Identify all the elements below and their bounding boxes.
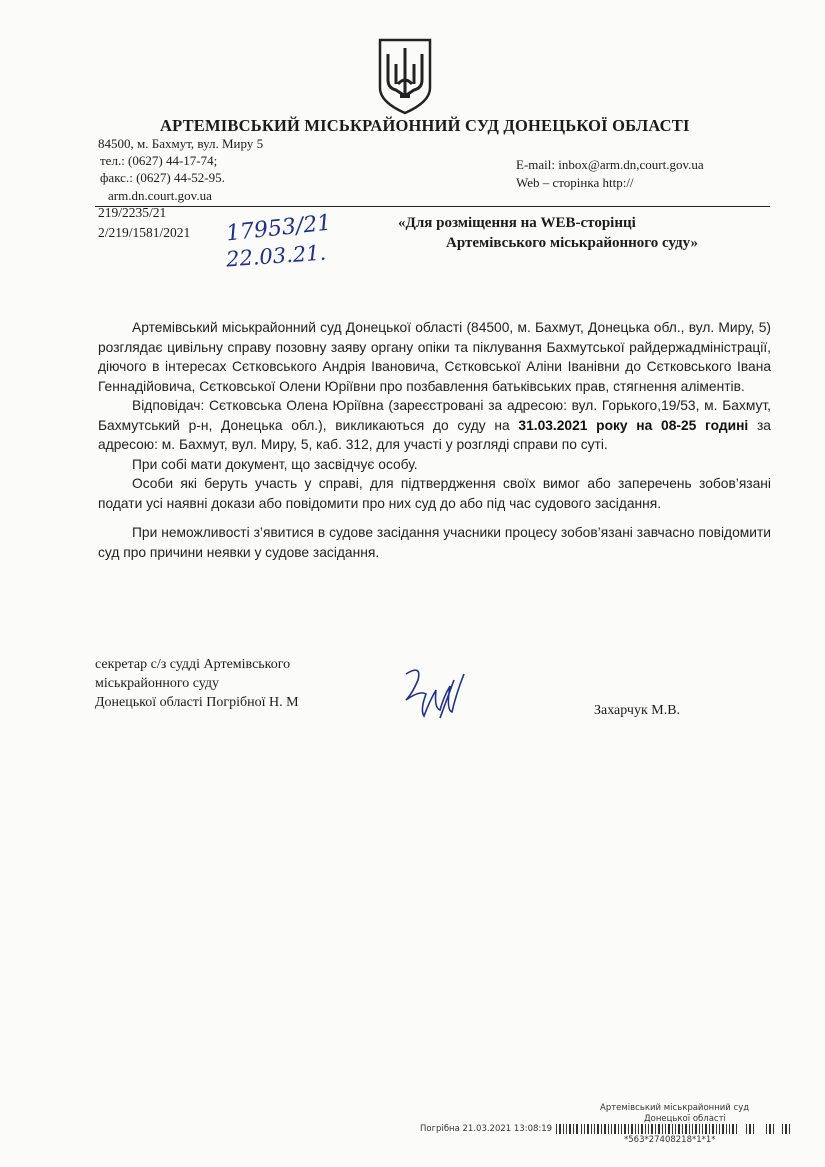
body-paragraph-summons: Відповідач: Сєтковська Олена Юріївна (зареєстровані за адресою: вул. Горького,19/53, м. Бахмут, Бахмутський р-н, Донецька обл.), викликаються до суду на 31.03.2021 року на 08-25 годині за адресою: м. Бахмут, вул. Миру, 5, каб. 312, для участі у розгляді справи по суті. bbox=[98, 398, 771, 452]
court-email: E-mail: inbox@arm.dn,court.gov.ua bbox=[516, 157, 704, 172]
signatory-title-line1: секретар с/з судді Артемівського bbox=[95, 657, 291, 672]
court-fax: факс.: (0627) 44-52-95. bbox=[100, 170, 225, 185]
handwritten-registration-date: 22.03.21. bbox=[225, 240, 327, 272]
case-number: 219/2235/21 bbox=[98, 205, 167, 220]
signatory-name: Захарчук М.В. bbox=[594, 703, 681, 718]
court-site: arm.dn.court.gov.ua bbox=[108, 188, 212, 203]
court-phone: тел.: (0627) 44-17-74; bbox=[100, 153, 218, 168]
hearing-datetime: 31.03.2021 року на 08-25 годині bbox=[518, 417, 749, 433]
signatory-title-line2: міськрайонного суду bbox=[95, 676, 220, 691]
body-paragraph-absence: При неможливості з’явитися в судове засідання учасники процесу зобов’язані завчасно повідомити суд про причини неявки у судове засідання. bbox=[98, 525, 771, 560]
body-paragraph-case: Артемівський міськрайонний суд Донецької області (84500, м. Бахмут, Донецька обл., вул. Миру, 5) розглядає цивільну справу позовну заяву органу опіки та піклування Бахмутської райдержадміністрації, діючого в інтересах Сєтковського Андрія Івановича, Сєтковської Аліни Іванівни до Сєтковського Івана Геннадійовича, Сєтковської Олени Юріївни про позбавлення батьківських прав, стягнення аліментів. bbox=[98, 320, 771, 394]
court-address: 84500, м. Бахмут, вул. Миру 5 bbox=[98, 136, 264, 151]
signatory-title-line3: Донецької області Погрібної Н. М bbox=[95, 695, 299, 710]
header-divider bbox=[95, 206, 770, 207]
body-paragraph-id: При собі мати документ, що засвідчує особу. bbox=[132, 456, 418, 472]
notice-heading bbox=[398, 213, 698, 253]
notice-heading-line1: «Для розміщення на WEB-сторінці bbox=[398, 215, 636, 231]
notice-body bbox=[98, 318, 771, 562]
proceeding-number: 2/219/1581/2021 bbox=[98, 225, 191, 240]
court-web: Web – сторінка http:// bbox=[516, 175, 634, 190]
body-paragraph-evidence: Особи які беруть участь у справі, для підтвердження своїх вимог або заперечень зобов’язані подати усі наявні докази або повідомити про них суд до або під час судового засідання. bbox=[98, 476, 771, 511]
footer-org-line1: Артемівський міськрайонний суд bbox=[600, 1103, 750, 1113]
handwritten-signature bbox=[400, 660, 470, 730]
notice-heading-line2: Артемівського міськрайонного суду» bbox=[446, 235, 698, 251]
barcode-icon bbox=[556, 1124, 792, 1134]
footer-document-code: *563*27408218*1*1* bbox=[624, 1135, 716, 1145]
footer-org-line2: Донецької області bbox=[644, 1114, 726, 1124]
footer-signature-stamp: Погрібна 21.03.2021 13:08:19 bbox=[420, 1124, 553, 1134]
court-name: АРТЕМІВСЬКИЙ МІСЬКРАЙОННИЙ СУД ДОНЕЦЬКОЇ ОБЛАСТІ bbox=[160, 116, 690, 135]
coat-of-arms-icon bbox=[376, 36, 434, 116]
handwritten-registration-number: 17953/21 bbox=[224, 210, 333, 247]
